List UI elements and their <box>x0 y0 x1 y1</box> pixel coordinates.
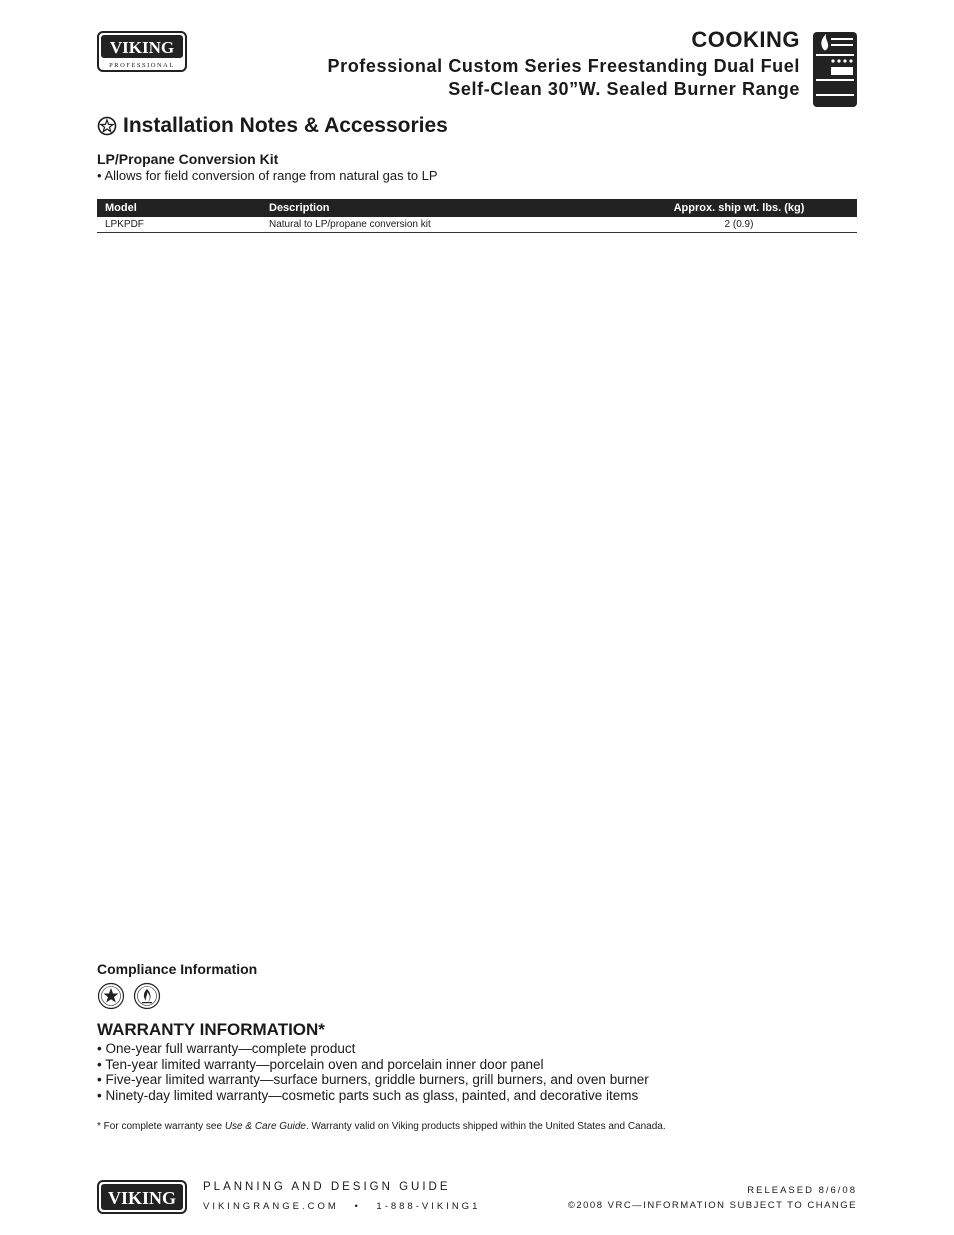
subtitle-line-1: Professional Custom Series Freestanding Dual Fuel <box>327 56 800 76</box>
warranty-note-suffix: . Warranty valid on Viking products shipped within the United States and Canada. <box>305 1121 666 1132</box>
table-row <box>97 217 857 233</box>
table-header-row <box>97 199 857 217</box>
list-item: • Ten-year limited warranty—porcelain oven and porcelain inner door panel <box>97 1056 544 1072</box>
footer-released: RELEASED 8/6/08 <box>747 1185 857 1196</box>
svg-text:VIKING: VIKING <box>107 1188 177 1208</box>
csa-star-certification-icon <box>97 982 125 1010</box>
warranty-heading: WARRANTY INFORMATION* <box>97 1020 325 1039</box>
subtitle-line-2: Self-Clean 30”W. Sealed Burner Range <box>448 79 800 99</box>
footer-contact <box>203 1201 480 1212</box>
cell-weight: 2 (0.9) <box>621 217 857 233</box>
range-appliance-icon <box>813 32 857 107</box>
compliance-heading: Compliance Information <box>97 961 258 977</box>
kit-heading: LP/Propane Conversion Kit <box>97 151 279 167</box>
care-guide-reference: Use & Care Guide <box>224 1121 306 1132</box>
warranty-note <box>97 1121 666 1132</box>
section-heading <box>97 114 448 138</box>
svg-text:VIKING: VIKING <box>109 38 175 57</box>
col-header-weight: Approx. ship wt. lbs. (kg) <box>621 199 857 217</box>
viking-professional-logo <box>97 31 187 72</box>
csa-gas-certification-icon <box>133 982 161 1010</box>
footer-phone: 1-888-VIKING1 <box>376 1201 481 1212</box>
footer-separator: • <box>354 1201 361 1212</box>
list-item: • One-year full warranty—complete product <box>97 1041 356 1056</box>
footer-copyright: ©2008 VRC—INFORMATION SUBJECT TO CHANGE <box>567 1200 857 1211</box>
footer-website: VIKINGRANGE.COM <box>203 1201 339 1212</box>
cell-model: LPKPDF <box>97 217 261 233</box>
col-header-model: Model <box>97 199 261 217</box>
accessory-table <box>97 199 857 233</box>
kit-bullet: • Allows for field conversion of range from natural gas to LP <box>97 168 438 183</box>
section-title: Installation Notes & Accessories <box>123 114 448 137</box>
list-item: • Ninety-day limited warranty—cosmetic parts such as glass, painted, and decorative items <box>97 1087 639 1103</box>
product-subtitle <box>240 55 800 101</box>
footer-guide-title: PLANNING AND DESIGN GUIDE <box>203 1181 451 1193</box>
category-title: COOKING <box>691 27 800 52</box>
cell-description: Natural to LP/propane conversion kit <box>261 217 621 233</box>
list-item: • Five-year limited warranty—surface burners, griddle burners, grill burners, and oven burner <box>97 1072 649 1088</box>
viking-footer-logo <box>97 1180 187 1214</box>
compliance-icons <box>97 982 161 1010</box>
svg-text:PROFESSIONAL: PROFESSIONAL <box>109 62 175 69</box>
star-circle-icon <box>97 116 117 136</box>
warranty-list <box>97 1041 649 1103</box>
warranty-note-prefix: * For complete warranty see <box>97 1121 225 1132</box>
col-header-description: Description <box>261 199 621 217</box>
